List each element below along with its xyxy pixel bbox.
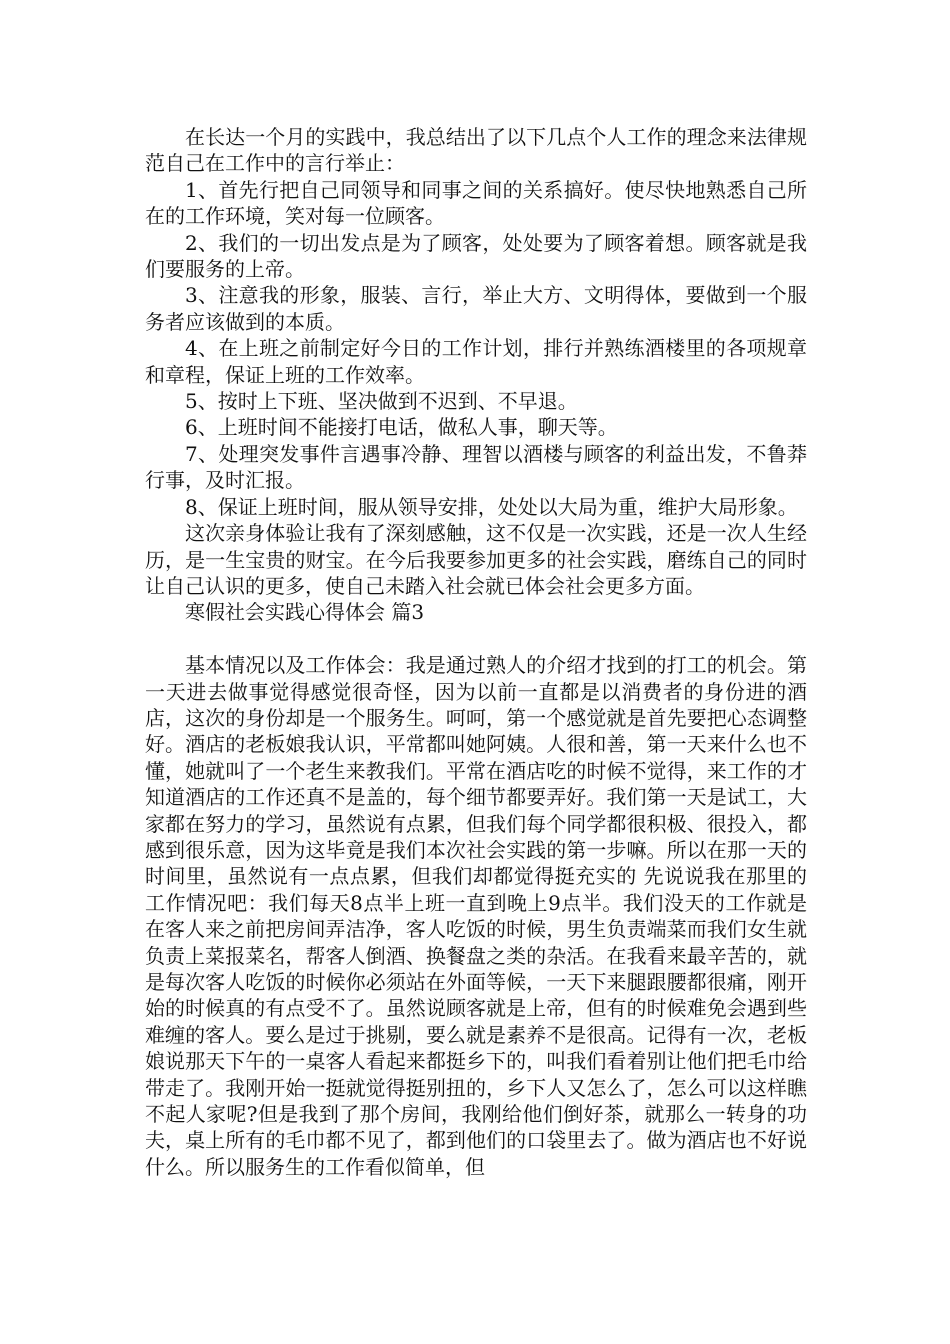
paragraph-intro: 在长达一个月的实践中，我总结出了以下几点个人工作的理念来法律规范自己在工作中的言行举止： <box>145 125 807 176</box>
paragraph-conclusion: 这次亲身体验让我有了深刻感触，这不仅是一次实践，还是一次人生经历，是一生宝贵的财宝。在今后我要参加更多的社会实践，磨练自己的同时让自己认识的更多，使自己未踏入社会就已体会社会更多方面。 <box>145 521 807 598</box>
paragraph-point-5: 5、按时上下班、坚决做到不迟到、不早退。 <box>185 389 578 414</box>
paragraph-work-experience: 基本情况以及工作体会：我是通过熟人的介绍才找到的打工的机会。第一天进去做事觉得感觉很奇怪，因为以前一直都是以消费者的身份进的酒店，这次的身份却是一个服务生。呵呵，第一个感觉就是首先要把心态调整好。酒店的老板娘我认识，平常都叫她阿姨。人很和善，第一天来什么也不懂，她就叫了一个老生来教我们。平常在酒店吃的时候不觉得，来工作的才知道酒店的工作还真不是盖的，每个细节都要弄好。我们第一天是试工，大家都在努力的学习，虽然说有点累，但我们每个同学都很积极、很投入，都感到很乐意，因为这毕竟是我们本次社会实践的第一步嘛。所以在那一天的时间里，虽然说有一点点累，但我们却都觉得挺充实的 先说说我在那里的工作情况吧：我们每天8点半上班一直到晚上9点半。我们没天的工作就是在客人来之前把房间弄洁净，客人吃饭的时候，男生负责端菜而我们女生就负责上菜报菜名，帮客人倒酒、换餐盘之类的杂活。在我看来最辛苦的，就是每次客人吃饭的时候你必须站在外面等候，一天下来腿跟腰都很痛，刚开始的时候真的有点受不了。虽然说顾客就是上帝，但有的时候难免会遇到些难缠的客人。要么是过于挑剔，要么就是素养不是很高。记得有一次，老板娘说那天下午的一桌客人看起来都挺乡下的，叫我们看着别让他们把毛巾给带走了。我刚开始一挺就觉得挺别扭的，乡下人又怎么了，怎么可以这样瞧不起人家呢?但是我到了那个房间，我刚给他们倒好茶，就那么一转身的功夫，桌上所有的毛巾都不见了，都到他们的口袋里去了。做为酒店也不好说什么。所以服务生的工作看似简单，但 <box>145 653 807 1179</box>
paragraph-point-2: 2、我们的一切出发点是为了顾客，处处要为了顾客着想。顾客就是我们要服务的上帝。 <box>145 230 807 282</box>
section-heading: 寒假社会实践心得体会 篇3 <box>185 600 425 625</box>
paragraph-point-1: 1、首先行把自己同领导和同事之间的关系搞好。使尽快地熟悉自己所在的工作环境，笑对每一位顾客。 <box>145 177 807 229</box>
paragraph-point-4: 4、在上班之前制定好今日的工作计划，排行并熟练酒楼里的各项规章和章程，保证上班的工作效率。 <box>145 336 807 387</box>
paragraph-point-7: 7、处理突发事件言遇事冷静、理智以酒楼与顾客的利益出发，不鲁莽行事，及时汇报。 <box>145 441 807 493</box>
blank-line <box>145 626 807 652</box>
paragraph-point-6: 6、上班时间不能接打电话，做私人事，聊天等。 <box>185 415 618 440</box>
document-page <box>145 124 807 1180</box>
paragraph-point-8: 8、保证上班时间，服从领导安排，处处以大局为重，维护大局形象。 <box>185 494 798 519</box>
paragraph-point-3: 3、注意我的形象，服装、言行，举止大方、文明得体，要做到一个服务者应该做到的本质。 <box>145 283 807 334</box>
